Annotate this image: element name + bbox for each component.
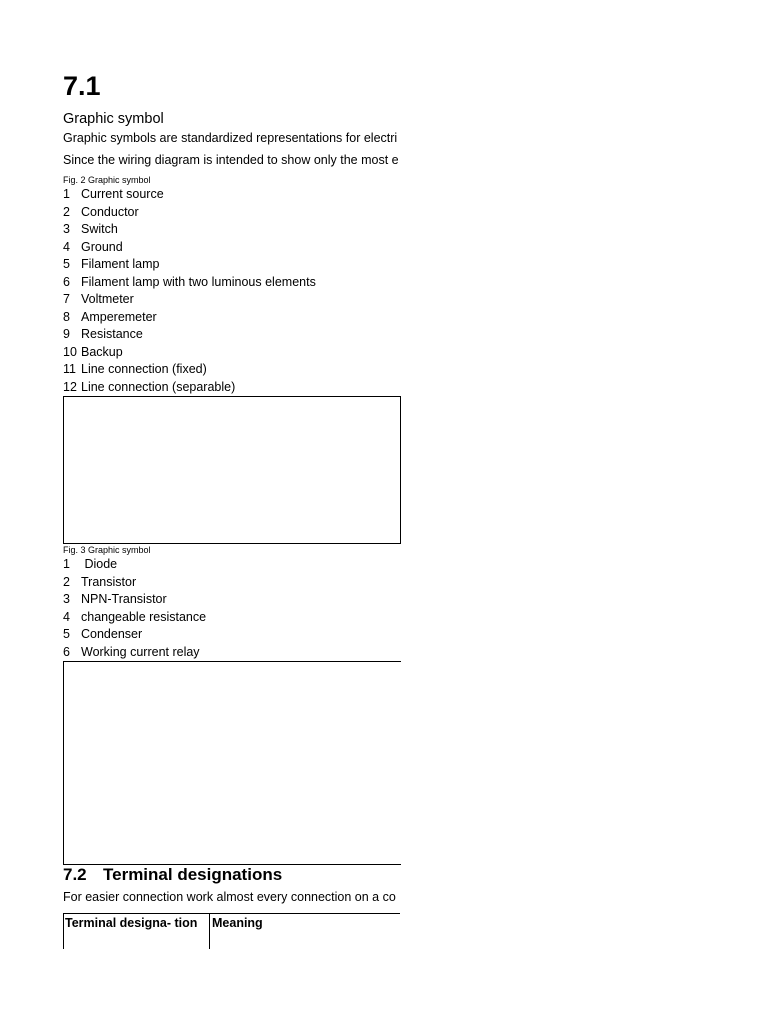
legend-item: 10 Backup [63, 344, 123, 359]
table-header-terminal: Terminal designa- tion [63, 914, 210, 949]
wiring-paragraph: Since the wiring diagram is intended to show only the most e [63, 153, 399, 167]
section-heading-terminal: 7.2 Terminal designations [63, 865, 283, 884]
legend-item: 6 Filament lamp with two luminous elements [63, 274, 316, 289]
terminal-paragraph: For easier connection work almost every connection on a co [63, 890, 396, 904]
figure-2-legend [63, 186, 316, 396]
legend-item: 3 NPN-Transistor [63, 592, 167, 606]
section-number: 7.1 [63, 71, 101, 101]
legend-item: 4 Ground [63, 239, 123, 254]
section-subheading: Graphic symbol [63, 111, 164, 127]
legend-item: 1 Current source [63, 187, 164, 201]
legend-item: 6 Working current relay [63, 644, 200, 659]
intro-paragraph: Graphic symbols are standardized representations for electri [63, 131, 398, 145]
legend-item: 5 Condenser [63, 627, 143, 641]
legend-item: 8 Amperemeter [63, 309, 157, 324]
legend-item: 2 Transistor [63, 574, 137, 589]
figure-3-image-placeholder [63, 661, 401, 865]
legend-item: 7 Voltmeter [63, 292, 134, 306]
figure-2-caption: Fig. 2 Graphic symbol [63, 175, 151, 185]
legend-item: 11 Line connection (fixed) [63, 362, 207, 376]
legend-item: 1 Diode [63, 557, 118, 571]
legend-item: 12 Line connection (separable) [63, 379, 236, 394]
figure-3-caption: Fig. 3 Graphic symbol [63, 545, 151, 555]
figure-3-legend [63, 556, 206, 661]
legend-item: 9 Resistance [63, 327, 143, 341]
figure-2-image-placeholder [63, 396, 401, 544]
table-header-meaning: Meaning [209, 914, 402, 949]
legend-item: 2 Conductor [63, 204, 139, 219]
legend-item: 4 changeable resistance [63, 609, 207, 624]
legend-item: 3 Switch [63, 222, 118, 236]
legend-item: 5 Filament lamp [63, 257, 160, 271]
terminal-table [63, 913, 400, 948]
